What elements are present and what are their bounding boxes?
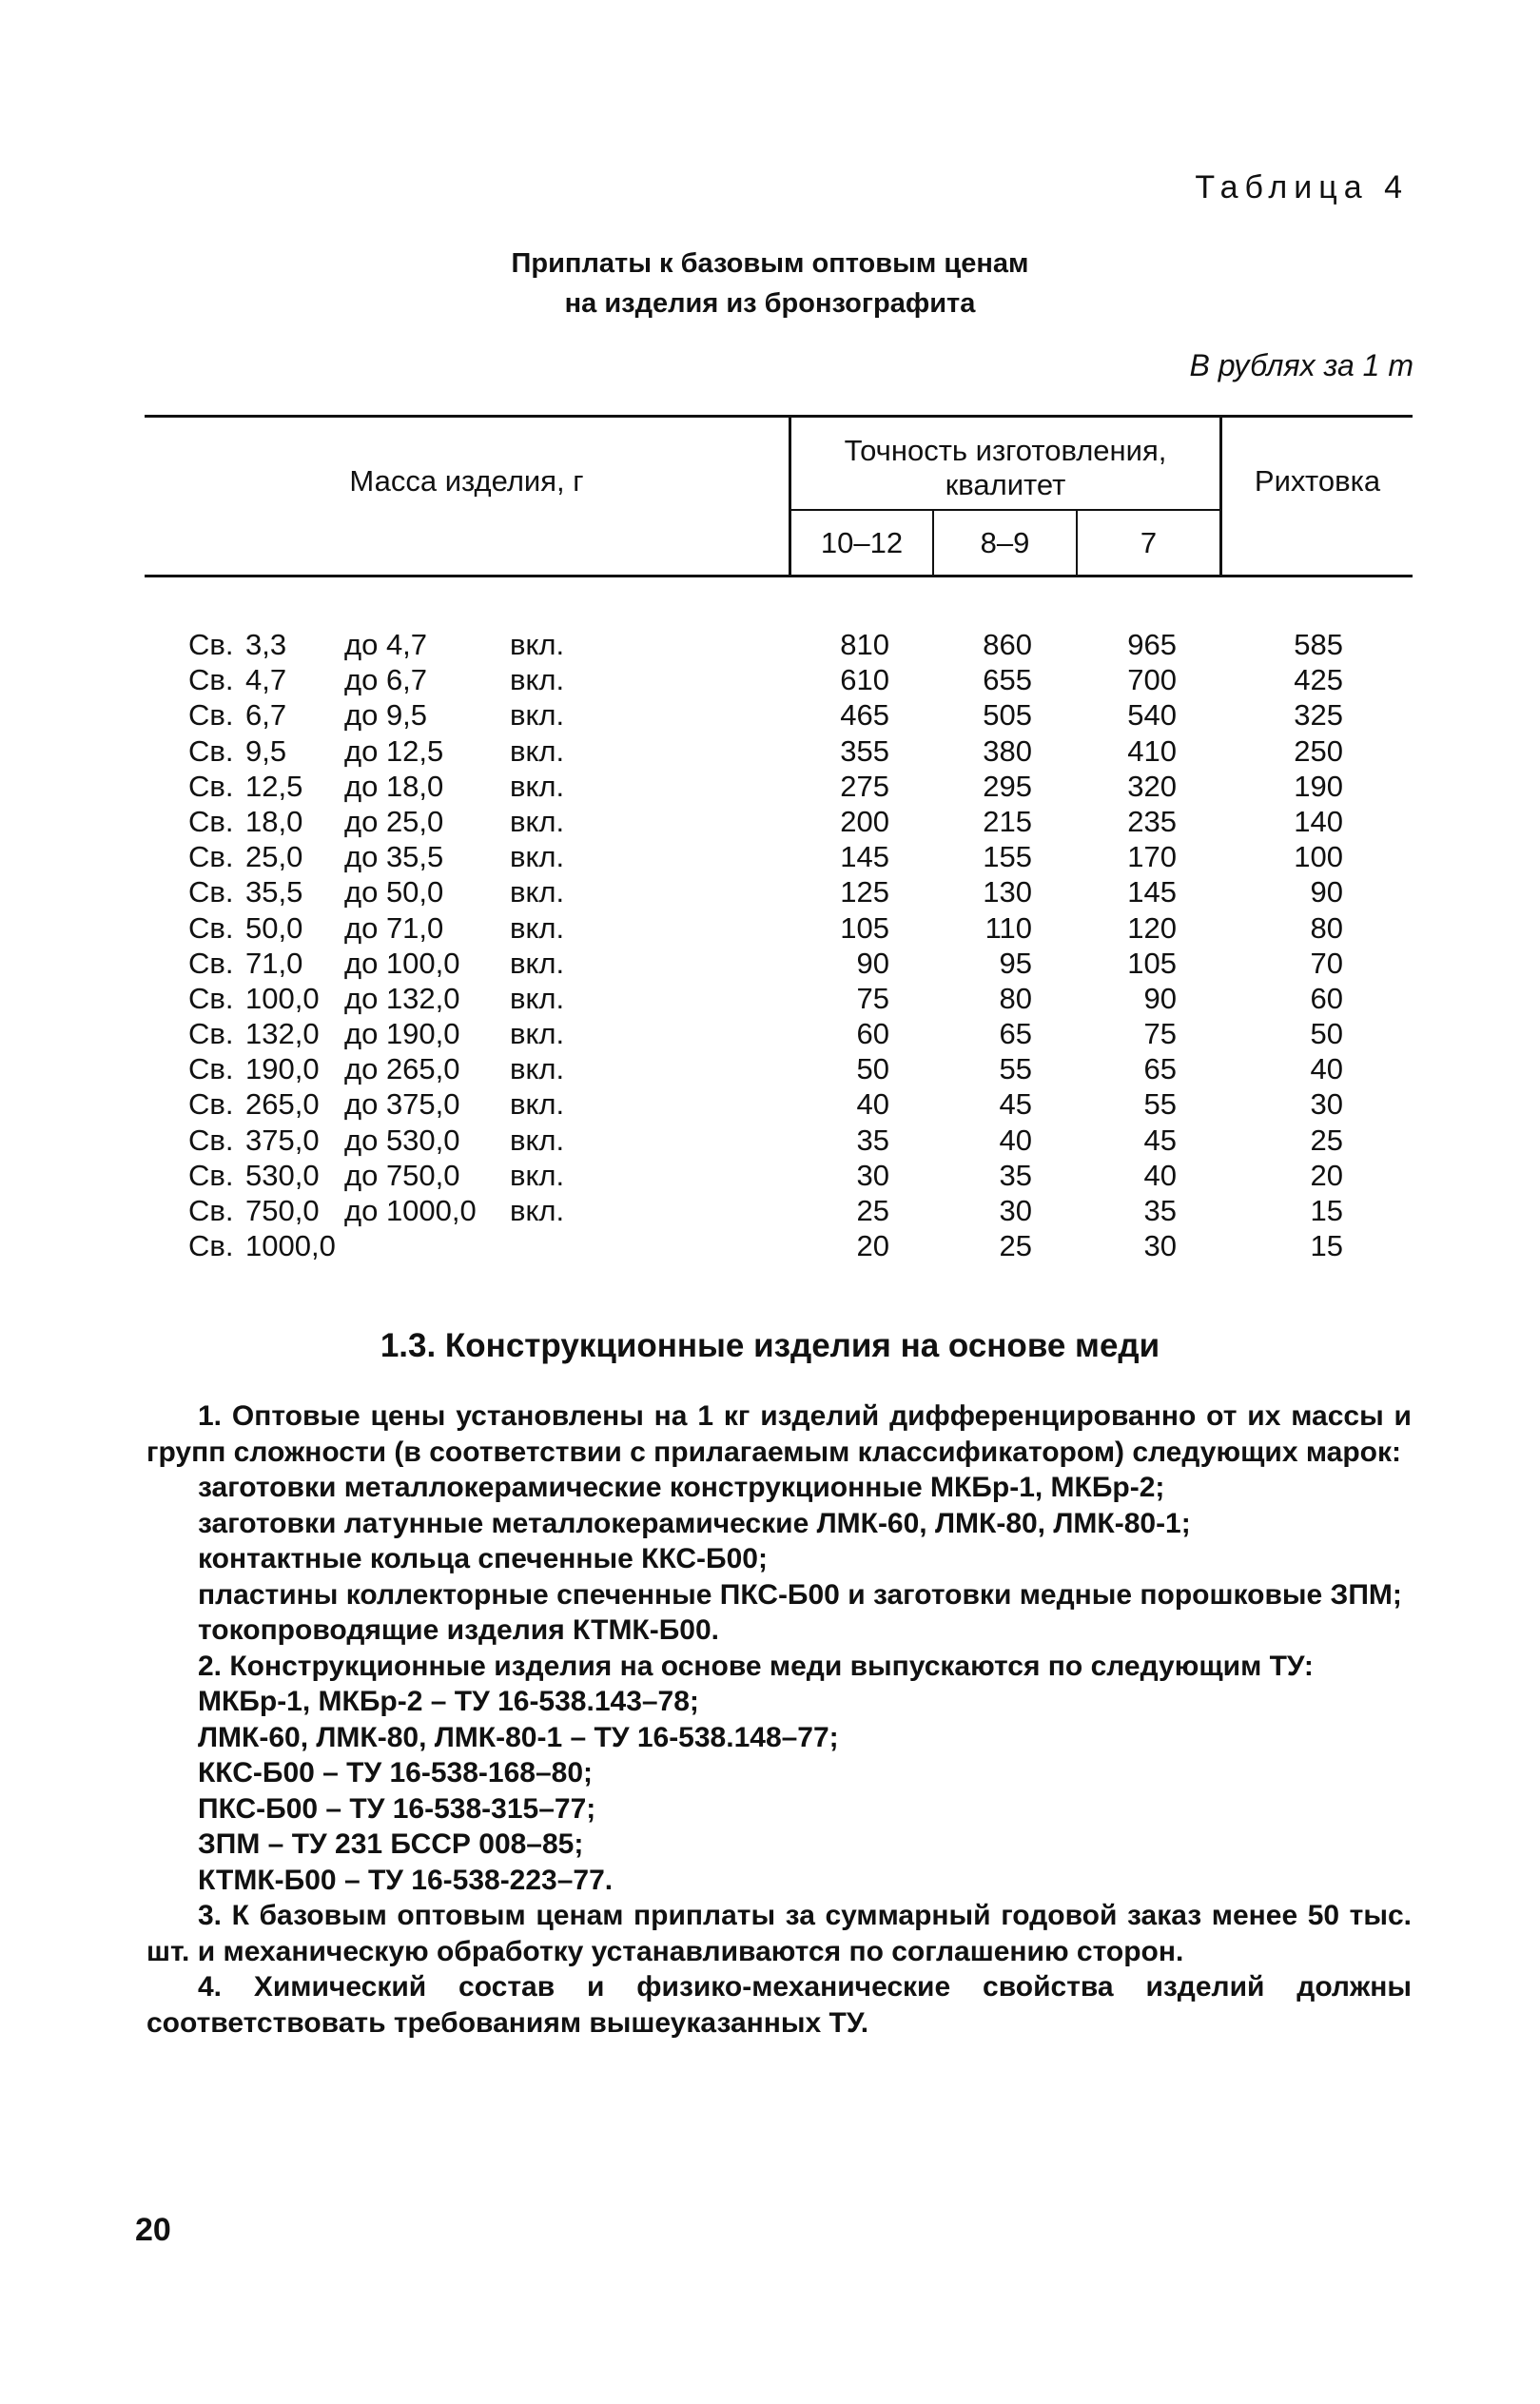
value-7: 55 [1143,1087,1177,1122]
value-7: 235 [1127,804,1177,838]
table-row [0,1052,1540,1087]
value-8-9: 505 [983,698,1032,733]
value-7: 65 [1143,1052,1177,1086]
value-straightening: 15 [1310,1194,1343,1227]
value-straightening: 50 [1310,1017,1343,1051]
mass-from: 12,5 [245,769,303,803]
value-7: 410 [1127,733,1177,768]
mass-from: 190,0 [245,1052,320,1086]
mass-from: 132,0 [245,1017,320,1051]
value-8-9: 80 [999,981,1032,1015]
value-10-12: 810 [840,628,889,661]
mass-inclusive: вкл. [510,981,565,1015]
mass-prefix: Св. [188,946,234,980]
value-8-9: 35 [999,1158,1032,1192]
mass-from: 1000,0 [245,1229,336,1263]
value-10-12: 75 [856,981,889,1015]
value-10-12: 200 [840,804,889,838]
value-straightening: 250 [1294,733,1343,768]
paragraph: контактные кольца спеченные ККС-Б00; [198,1543,768,1574]
value-8-9: 95 [999,946,1032,980]
mass-to: до 35,5 [344,840,444,874]
header-grade-8-9: 8–9 [980,526,1030,559]
paragraph: пластины коллекторные спеченные ПКС-Б00 и заготовки медные порошковые ЗПМ; [198,1578,1402,1611]
value-7: 35 [1143,1194,1177,1227]
value-7: 40 [1143,1158,1177,1192]
mass-from: 100,0 [245,981,320,1015]
mass-to: до 25,0 [344,804,444,838]
header-grade-10-12: 10–12 [820,526,904,559]
units-note: В рублях за 1 т [1189,348,1413,382]
table-row [0,770,1540,805]
value-8-9: 45 [999,1087,1032,1122]
mass-to: до 265,0 [344,1052,460,1086]
section-title: 1.3. Конструкционные изделия на основе меди [380,1327,1160,1364]
mass-to: до 6,7 [344,663,428,697]
value-straightening: 15 [1310,1229,1343,1263]
value-10-12: 105 [840,910,889,945]
mass-inclusive: вкл. [510,663,565,697]
header-straightening: Рихтовка [1254,464,1381,498]
paragraph: заготовки металлокерамические конструкционные МКБр-1, МКБр-2; [198,1472,1165,1503]
table-row [0,911,1540,947]
mass-to: до 71,0 [344,910,444,945]
page-number: 20 [135,2212,171,2248]
value-10-12: 20 [856,1229,889,1263]
paragraph: КТМК-Б00 – ТУ 16-538-223–77. [198,1864,614,1896]
value-10-12: 145 [840,840,889,874]
mass-inclusive: вкл. [510,840,565,874]
value-straightening: 190 [1294,769,1343,803]
mass-prefix: Св. [188,804,234,838]
paragraph: токопроводящие изделия КТМК-Б00. [198,1614,719,1646]
value-7: 965 [1127,628,1177,661]
mass-to: до 1000,0 [344,1194,477,1227]
table-row [0,947,1540,982]
paragraph: ЗПМ – ТУ 231 БССР 008–85; [198,1828,584,1860]
value-10-12: 35 [856,1123,889,1157]
mass-inclusive: вкл. [510,698,565,733]
value-straightening: 325 [1294,698,1343,733]
mass-prefix: Св. [188,981,234,1015]
value-10-12: 60 [856,1017,889,1051]
value-10-12: 610 [840,663,889,697]
value-7: 105 [1127,946,1177,980]
table-row [0,805,1540,840]
caption-line-1: Приплаты к базовым оптовым ценам [511,248,1029,279]
value-8-9: 295 [983,769,1032,803]
mass-inclusive: вкл. [510,1158,565,1192]
value-straightening: 30 [1310,1087,1343,1122]
header-accuracy: Точность изготовления, квалитет [844,434,1167,501]
mass-to: до 190,0 [344,1017,460,1051]
paragraph: 4. Химический состав и физико-механические свойства изделий должны соответствовать требованиям вышеуказанных ТУ. [146,1971,1412,2039]
mass-inclusive: вкл. [510,875,565,909]
mass-inclusive: вкл. [510,628,565,661]
value-straightening: 60 [1310,981,1343,1015]
paragraph: ККС-Б00 – ТУ 16-538-168–80; [198,1757,593,1788]
paragraph: 3. К базовым оптовым ценам приплаты за суммарный годовой заказ менее 50 тыс. шт. и механическую обработку устанавливаются по соглашению сторон. [146,1900,1412,1967]
paragraph: ПКС-Б00 – ТУ 16-538-315–77; [198,1792,596,1825]
value-straightening: 100 [1294,840,1343,874]
mass-from: 35,5 [245,875,303,909]
mass-to: до 132,0 [344,981,460,1015]
paragraph: заготовки латунные металлокерамические ЛМК-60, ЛМК-80, ЛМК-80-1; [198,1507,1191,1539]
value-10-12: 40 [856,1087,889,1122]
table-caption [0,244,1540,323]
value-8-9: 110 [984,910,1032,945]
mass-inclusive: вкл. [510,1017,565,1051]
mass-from: 6,7 [245,698,287,733]
paragraph: ЛМК-60, ЛМК-80, ЛМК-80-1 – ТУ 16-538.148–77; [198,1721,839,1753]
value-10-12: 30 [856,1158,889,1192]
mass-prefix: Св. [188,875,234,909]
value-straightening: 585 [1294,628,1343,661]
header-mid-rule [789,509,1219,511]
value-8-9: 215 [983,804,1032,838]
table-row [0,734,1540,770]
mass-from: 71,0 [245,946,303,980]
table-row [0,840,1540,875]
mass-from: 375,0 [245,1123,320,1157]
value-8-9: 130 [983,875,1032,909]
header-bottom-rule [145,575,1413,577]
value-straightening: 25 [1310,1123,1343,1157]
value-8-9: 860 [983,628,1032,661]
mass-prefix: Св. [188,733,234,768]
mass-from: 50,0 [245,910,303,945]
value-10-12: 25 [856,1194,889,1227]
table-body [0,628,1540,1264]
mass-from: 530,0 [245,1158,320,1192]
table-row [0,1087,1540,1123]
mass-to: до 12,5 [344,733,444,768]
value-7: 90 [1143,981,1177,1015]
mass-prefix: Св. [188,769,234,803]
mass-inclusive: вкл. [510,1087,565,1122]
mass-from: 25,0 [245,840,303,874]
mass-to: до 18,0 [344,769,444,803]
table-row [0,875,1540,910]
table-row [0,1159,1540,1194]
table-row [0,1229,1540,1264]
value-straightening: 70 [1310,946,1343,980]
value-7: 145 [1127,875,1177,909]
mass-inclusive: вкл. [510,733,565,768]
mass-prefix: Св. [188,1194,234,1227]
header-top-rule [145,415,1413,418]
table-row [0,1017,1540,1052]
mass-to: до 100,0 [344,946,460,980]
mass-prefix: Св. [188,1017,234,1051]
value-8-9: 65 [999,1017,1032,1051]
table-row [0,698,1540,733]
value-8-9: 655 [983,663,1032,697]
value-8-9: 55 [999,1052,1032,1086]
value-8-9: 40 [999,1123,1032,1157]
header-mass: Масса изделия, г [349,464,584,498]
mass-prefix: Св. [188,1052,234,1086]
mass-from: 265,0 [245,1087,320,1122]
mass-inclusive: вкл. [510,804,565,838]
value-8-9: 30 [999,1194,1032,1227]
value-straightening: 80 [1310,910,1343,945]
mass-prefix: Св. [188,1229,234,1263]
mass-prefix: Св. [188,910,234,945]
mass-prefix: Св. [188,1158,234,1192]
mass-from: 3,3 [245,628,287,661]
paragraph: МКБр-1, МКБр-2 – ТУ 16-538.143–78; [198,1686,699,1717]
header-grade-7: 7 [1140,526,1158,559]
value-10-12: 355 [840,733,889,768]
mass-prefix: Св. [188,1087,234,1122]
mass-to: до 375,0 [344,1087,460,1122]
value-8-9: 25 [999,1229,1032,1263]
table-row [0,982,1540,1017]
value-7: 700 [1127,663,1177,697]
table-row [0,628,1540,663]
table-row [0,1194,1540,1229]
value-7: 75 [1143,1017,1177,1051]
table-row [0,663,1540,698]
mass-from: 18,0 [245,804,303,838]
value-7: 540 [1127,698,1177,733]
mass-prefix: Св. [188,628,234,661]
value-7: 320 [1127,769,1177,803]
mass-prefix: Св. [188,663,234,697]
paragraph: 1. Оптовые цены установлены на 1 кг изделий дифференцированно от их массы и групп сложности (в соответствии с прилагаемым классификатором) следующих марок: [146,1400,1412,1468]
value-7: 45 [1143,1123,1177,1157]
mass-inclusive: вкл. [510,910,565,945]
value-7: 30 [1143,1229,1177,1263]
table-row [0,1124,1540,1159]
mass-to: до 530,0 [344,1123,460,1157]
value-10-12: 50 [856,1052,889,1086]
mass-to: до 9,5 [344,698,428,733]
mass-inclusive: вкл. [510,946,565,980]
value-10-12: 90 [856,946,889,980]
mass-inclusive: вкл. [510,1123,565,1157]
value-straightening: 20 [1310,1158,1343,1192]
mass-prefix: Св. [188,1123,234,1157]
value-10-12: 465 [840,698,889,733]
mass-prefix: Св. [188,840,234,874]
mass-to: до 750,0 [344,1158,460,1192]
value-straightening: 40 [1310,1052,1343,1086]
mass-from: 750,0 [245,1194,320,1227]
value-straightening: 425 [1294,663,1343,697]
value-8-9: 380 [983,733,1032,768]
value-7: 120 [1127,910,1177,945]
mass-from: 9,5 [245,733,287,768]
table-label: Таблица 4 [1195,169,1409,205]
body-text [146,1398,1412,2041]
value-8-9: 155 [983,840,1032,874]
mass-to: до 50,0 [344,875,444,909]
value-7: 170 [1127,840,1177,874]
caption-line-2: на изделия из бронзографита [564,288,976,319]
mass-prefix: Св. [188,698,234,733]
mass-to: до 4,7 [344,628,428,661]
mass-inclusive: вкл. [510,769,565,803]
value-10-12: 275 [840,769,889,803]
value-10-12: 125 [840,875,889,909]
paragraph: 2. Конструкционные изделия на основе меди выпускаются по следующим ТУ: [198,1650,1314,1682]
mass-from: 4,7 [245,663,287,697]
value-straightening: 90 [1310,875,1343,909]
mass-inclusive: вкл. [510,1194,565,1227]
mass-inclusive: вкл. [510,1052,565,1086]
value-straightening: 140 [1294,804,1343,838]
